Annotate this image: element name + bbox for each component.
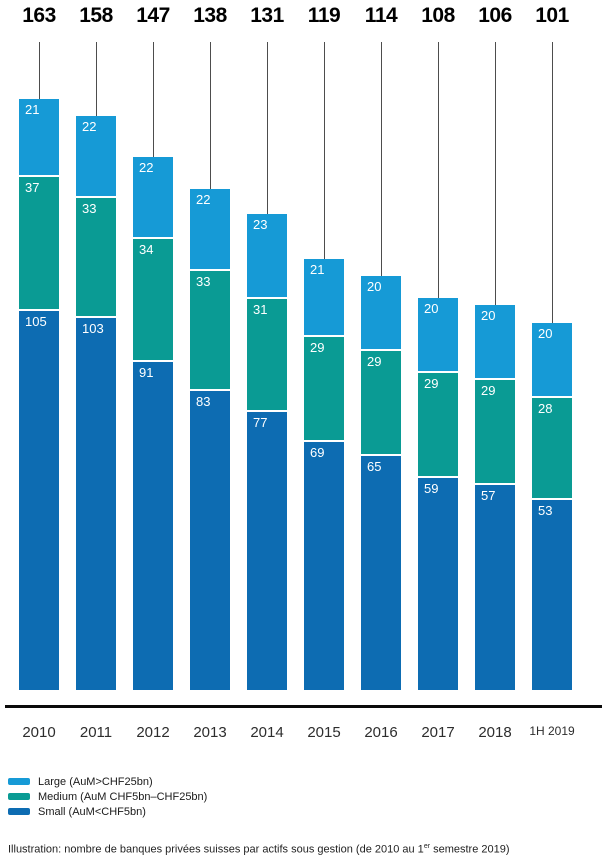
bar-segment-large — [475, 305, 515, 378]
x-label: 2010 — [22, 724, 56, 741]
segment-value: 91 — [139, 365, 154, 380]
total-label: 131 — [250, 4, 284, 27]
segment-value: 31 — [253, 302, 268, 317]
drop-line — [267, 42, 268, 214]
legend-swatch — [8, 778, 30, 785]
bar-segment-large — [76, 116, 116, 196]
segment-value: 20 — [424, 301, 439, 316]
bar-segment-medium — [19, 175, 59, 309]
legend-swatch — [8, 793, 30, 800]
bar-segment-small — [247, 410, 287, 690]
bar-segment-medium — [361, 349, 401, 454]
segment-value: 83 — [196, 394, 211, 409]
x-label: 2012 — [136, 724, 170, 741]
bar-segment-medium — [532, 396, 572, 498]
drop-line — [438, 42, 439, 298]
bar-2018 — [475, 305, 515, 690]
segment-value: 33 — [82, 201, 97, 216]
segment-value: 37 — [25, 180, 40, 195]
legend-item — [8, 789, 207, 804]
segment-value: 20 — [538, 326, 553, 341]
legend-label: Large (AuM>CHF25bn) — [38, 775, 153, 788]
bar-segment-large — [190, 189, 230, 269]
total-label: 119 — [307, 4, 341, 27]
segment-value: 57 — [481, 488, 496, 503]
caption — [8, 843, 510, 856]
segment-value: 29 — [310, 340, 325, 355]
segment-value: 53 — [538, 503, 553, 518]
bar-2017 — [418, 298, 458, 690]
segment-value: 20 — [367, 279, 382, 294]
segment-value: 69 — [310, 445, 325, 460]
drop-line — [495, 42, 496, 305]
bar-segment-large — [247, 214, 287, 297]
x-label: 2017 — [421, 724, 455, 741]
bar-2015 — [304, 259, 344, 690]
bar-segment-medium — [133, 237, 173, 360]
drop-line — [96, 42, 97, 116]
segment-value: 29 — [424, 376, 439, 391]
bar-segment-large — [304, 259, 344, 335]
caption-text: Illustration: nombre de banques privées suisses par actifs sous gestion (de 2010 au 1 — [8, 843, 424, 856]
x-label: 2015 — [307, 724, 341, 741]
bar-segment-small — [304, 440, 344, 690]
segment-value: 22 — [139, 160, 154, 175]
segment-value: 34 — [139, 242, 154, 257]
caption-superscript: er — [423, 843, 431, 850]
bar-segment-small — [532, 498, 572, 690]
x-axis-line — [5, 705, 602, 708]
x-label: 2011 — [79, 724, 113, 741]
x-label: 2014 — [250, 724, 284, 741]
total-label: 108 — [421, 4, 455, 27]
drop-line — [381, 42, 382, 276]
segment-value: 33 — [196, 274, 211, 289]
legend-swatch — [8, 808, 30, 815]
total-label: 163 — [22, 4, 56, 27]
total-label: 158 — [79, 4, 113, 27]
bar-2010 — [19, 99, 59, 690]
bar-2016 — [361, 276, 401, 690]
legend — [8, 774, 207, 819]
bar-segment-large — [532, 323, 572, 396]
segment-value: 29 — [481, 383, 496, 398]
bar-segment-medium — [418, 371, 458, 476]
segment-value: 65 — [367, 459, 382, 474]
bar-segment-medium — [76, 196, 116, 316]
segment-value: 22 — [196, 192, 211, 207]
segment-value: 23 — [253, 217, 268, 232]
bar-segment-small — [19, 309, 59, 690]
segment-value: 29 — [367, 354, 382, 369]
bar-segment-large — [19, 99, 59, 175]
segment-value: 20 — [481, 308, 496, 323]
drop-line — [324, 42, 325, 259]
segment-value: 28 — [538, 401, 553, 416]
bar-2012 — [133, 157, 173, 690]
segment-value: 103 — [82, 321, 104, 336]
total-label: 114 — [364, 4, 398, 27]
drop-line — [552, 42, 553, 323]
bar-segment-small — [361, 454, 401, 690]
bar-segment-large — [361, 276, 401, 349]
x-label: 2018 — [478, 724, 512, 741]
total-label: 106 — [478, 4, 512, 27]
bar-2013 — [190, 189, 230, 690]
drop-line — [39, 42, 40, 99]
bar-segment-small — [76, 316, 116, 690]
bar-segment-large — [133, 157, 173, 237]
bar-2011 — [76, 116, 116, 690]
segment-value: 22 — [82, 119, 97, 134]
x-label: 2016 — [364, 724, 398, 741]
drop-line — [210, 42, 211, 189]
bar-segment-medium — [304, 335, 344, 440]
x-label: 1H 2019 — [529, 724, 575, 738]
bar-segment-medium — [475, 378, 515, 483]
segment-value: 105 — [25, 314, 47, 329]
total-label: 138 — [193, 4, 227, 27]
drop-line — [153, 42, 154, 157]
bar-segment-small — [418, 476, 458, 690]
legend-item — [8, 774, 207, 789]
legend-item — [8, 804, 207, 819]
bar-segment-small — [475, 483, 515, 690]
segment-value: 77 — [253, 415, 268, 430]
segment-value: 21 — [25, 102, 40, 117]
total-label: 101 — [535, 4, 569, 27]
bar-segment-medium — [190, 269, 230, 389]
segment-value: 21 — [310, 262, 325, 277]
bar-segment-large — [418, 298, 458, 371]
x-label: 2013 — [193, 724, 227, 741]
bar-segment-medium — [247, 297, 287, 410]
segment-value: 59 — [424, 481, 439, 496]
legend-label: Medium (AuM CHF5bn–CHF25bn) — [38, 790, 208, 803]
bar-segment-small — [190, 389, 230, 690]
bar-segment-small — [133, 360, 173, 690]
total-label: 147 — [136, 4, 170, 27]
bar-1h-2019 — [532, 323, 572, 690]
bar-2014 — [247, 214, 287, 690]
caption-text-end: semestre 2019) — [430, 843, 510, 856]
legend-label: Small (AuM<CHF5bn) — [38, 805, 146, 818]
